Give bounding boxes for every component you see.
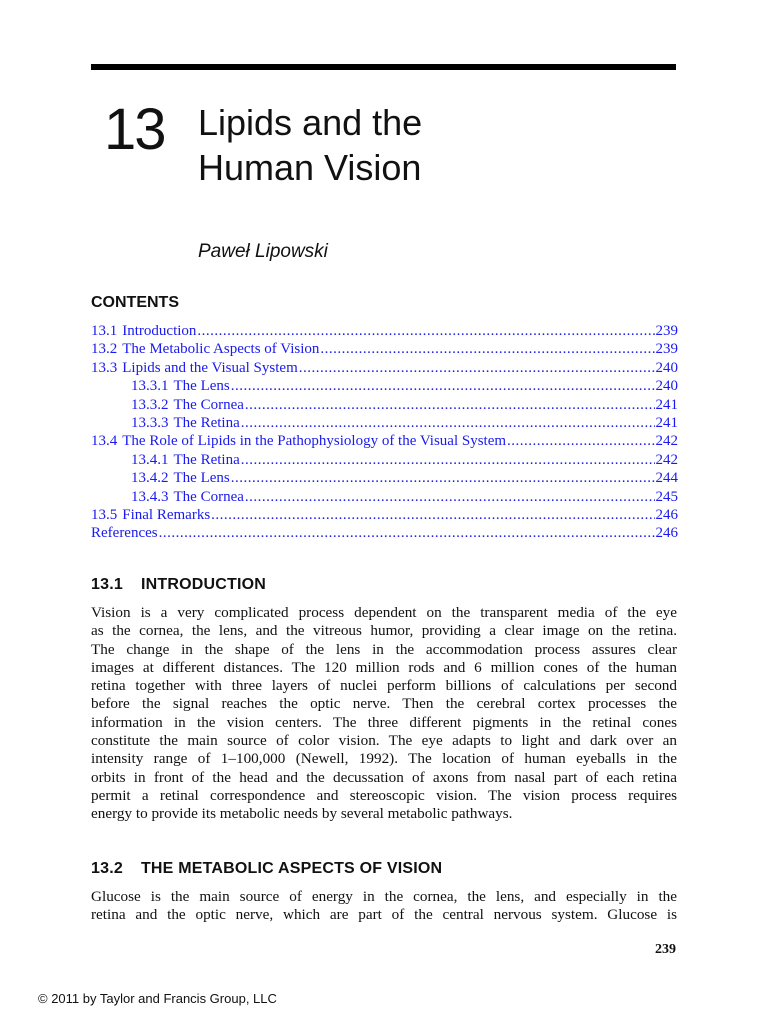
paragraph-line: constitute the main source of color vision. The eye adapts to light and dark over an xyxy=(91,732,677,750)
introduction-paragraph xyxy=(91,604,677,824)
toc-entry-number: 13.2 xyxy=(91,341,118,358)
toc-entry-number: 13.4.2 xyxy=(131,470,169,487)
metabolic-paragraph xyxy=(91,888,677,925)
paragraph-line: orbits in front of the head and the decussation of axons from nasal part of each retina xyxy=(91,768,677,786)
toc-entry-number: 13.5 xyxy=(91,506,118,523)
toc-entry[interactable] xyxy=(91,341,678,359)
section-number: 13.1 xyxy=(91,576,123,593)
toc-leader-dots xyxy=(211,507,654,524)
toc-entry-page: 245 xyxy=(655,488,678,505)
toc-leader-dots xyxy=(320,341,654,358)
table-of-contents xyxy=(91,323,678,544)
toc-entry-title: The Role of Lipids in the Pathophysiology of the Visual System xyxy=(122,433,507,450)
toc-entry-title: The Metabolic Aspects of Vision xyxy=(122,341,320,358)
toc-entry-title: The Retina xyxy=(173,414,240,431)
toc-entry-title: The Cornea xyxy=(173,488,244,505)
toc-entry[interactable] xyxy=(91,507,678,525)
contents-heading: CONTENTS xyxy=(91,294,179,311)
chapter-author: Paweł Lipowski xyxy=(198,241,328,262)
toc-entry-page: 244 xyxy=(655,470,678,487)
toc-entry[interactable] xyxy=(91,433,678,451)
toc-entry-page: 241 xyxy=(655,396,678,413)
toc-entry-page: 241 xyxy=(655,414,678,431)
toc-leader-dots xyxy=(159,525,655,542)
paragraph-line: before the signal reaches the optic nerve. Then the cerebral cortex processes the xyxy=(91,695,677,713)
toc-entry-page: 240 xyxy=(655,378,678,395)
toc-leader-dots xyxy=(507,433,654,450)
toc-leader-dots xyxy=(241,415,655,432)
toc-entry-number: 13.4 xyxy=(91,433,118,450)
toc-entry-page: 242 xyxy=(655,451,678,468)
toc-entry-number: 13.3.1 xyxy=(131,378,169,395)
toc-entry[interactable] xyxy=(91,378,678,396)
toc-entry-number: 13.4.1 xyxy=(131,451,169,468)
paragraph-line: information in the vision centers. The three different pigments in the retinal cones xyxy=(91,713,677,731)
section-title: THE METABOLIC ASPECTS OF VISION xyxy=(140,860,443,877)
copyright-notice: © 2011 by Taylor and Francis Group, LLC xyxy=(38,991,277,1006)
toc-entry[interactable] xyxy=(91,525,678,543)
toc-entry-number: 13.4.3 xyxy=(131,488,169,505)
toc-entry-number: 13.3.3 xyxy=(131,414,169,431)
toc-entry-number: 13.3 xyxy=(91,359,118,376)
toc-entry-page: 242 xyxy=(655,433,678,450)
toc-leader-dots xyxy=(231,378,655,395)
toc-entry-title: The Lens xyxy=(173,470,230,487)
chapter-title xyxy=(198,100,422,190)
toc-entry[interactable] xyxy=(91,452,678,470)
toc-entry[interactable] xyxy=(91,360,678,378)
paragraph-line: The change in the shape of the lens in the accommodation process assures clear xyxy=(91,640,677,658)
toc-entry-number: 13.3.2 xyxy=(131,396,169,413)
chapter-title-line: Lipids and the xyxy=(198,102,423,143)
paragraph-line: retina together with three layers of nuclei perform billions of calculations per second xyxy=(91,677,677,695)
paragraph-line: images at different distances. The 120 million rods and 6 million cones of the human xyxy=(91,658,677,676)
toc-entry-title: The Retina xyxy=(173,451,240,468)
toc-leader-dots xyxy=(245,397,655,414)
toc-entry-number: 13.1 xyxy=(91,323,118,339)
paragraph-line: permit a retinal correspondence and stereoscopic vision. The vision process requires xyxy=(91,786,677,804)
chapter-number: 13 xyxy=(104,97,165,162)
toc-entry-title: The Lens xyxy=(173,378,230,395)
toc-entry-page: 246 xyxy=(655,506,678,523)
section-title: INTRODUCTION xyxy=(140,576,267,593)
toc-entry-page: 246 xyxy=(655,525,678,542)
page-number: 239 xyxy=(655,942,676,957)
toc-entry-page: 239 xyxy=(655,323,678,339)
toc-leader-dots xyxy=(241,452,655,469)
section-heading-introduction xyxy=(91,576,266,594)
toc-entry-title: The Cornea xyxy=(173,396,244,413)
toc-entry[interactable] xyxy=(91,470,678,488)
paragraph-line: intensity range of 1–100,000 (Newell, 1992). The location of human eyeballs in the xyxy=(91,750,677,768)
paragraph-line: energy to provide its metabolic needs by several metabolic pathways. xyxy=(91,805,513,823)
toc-entry[interactable] xyxy=(91,323,678,341)
toc-entry-page: 240 xyxy=(655,359,678,376)
toc-leader-dots xyxy=(245,489,655,506)
paragraph-line: retina and the optic nerve, which are part of the central nervous system. Glucose is xyxy=(91,906,677,924)
toc-entry[interactable] xyxy=(91,397,678,415)
toc-leader-dots xyxy=(299,360,655,377)
toc-entry[interactable] xyxy=(91,489,678,507)
chapter-top-rule xyxy=(91,64,676,70)
toc-entry[interactable] xyxy=(91,415,678,433)
toc-leader-dots xyxy=(231,470,655,487)
chapter-title-line: Human Vision xyxy=(198,147,422,188)
toc-entry-title: Introduction xyxy=(122,323,197,339)
section-heading-metabolic xyxy=(91,860,442,878)
toc-entry-title: Lipids and the Visual System xyxy=(122,359,298,376)
toc-leader-dots xyxy=(197,323,654,340)
toc-entry-title: Final Remarks xyxy=(122,506,211,523)
section-number: 13.2 xyxy=(91,860,123,877)
paragraph-line: Glucose is the main source of energy in the cornea, the lens, and especially in the xyxy=(91,888,677,905)
paragraph-line: as the cornea, the lens, and the vitreous humor, providing a clear image on the retina. xyxy=(91,622,677,640)
toc-entry-page: 239 xyxy=(655,341,678,358)
toc-entry-title: References xyxy=(91,525,158,542)
paragraph-line: Vision is a very complicated process dependent on the transparent media of the eye xyxy=(91,604,677,621)
